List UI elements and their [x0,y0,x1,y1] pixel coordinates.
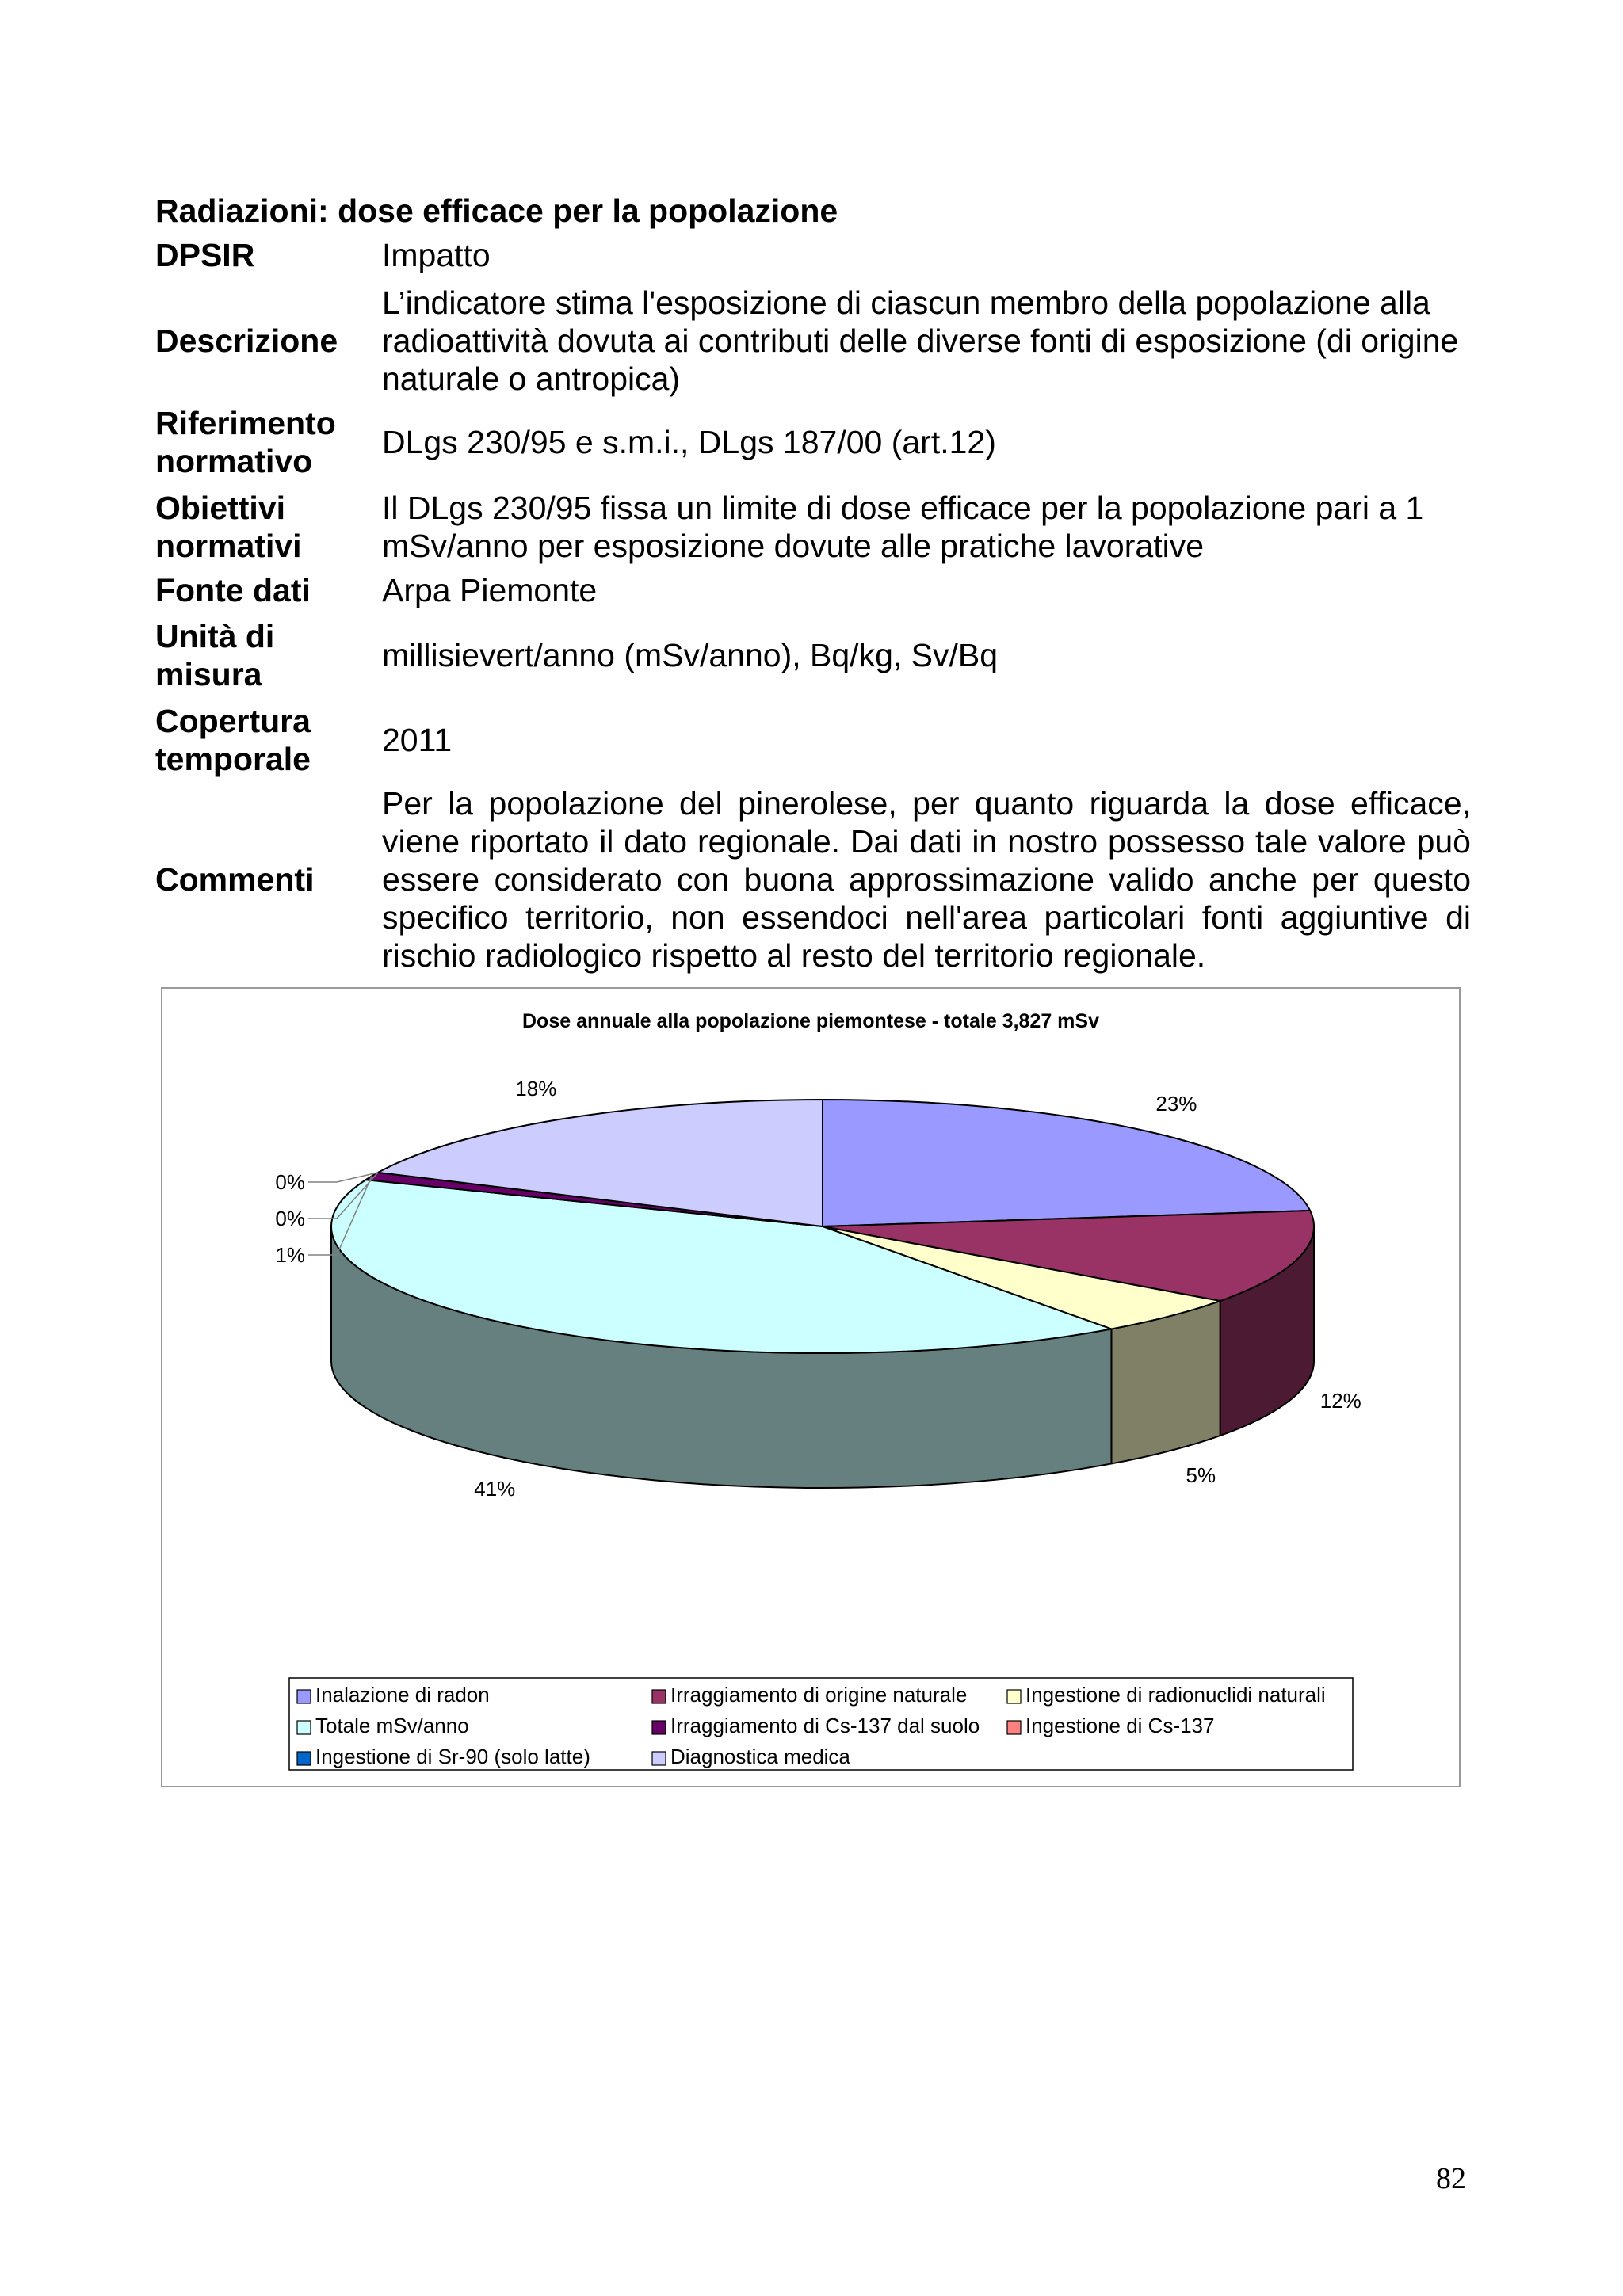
data-label: 41% [474,1476,516,1501]
legend-swatch [1007,1690,1021,1703]
legend-swatch [652,1721,666,1734]
row-label: Commenti [155,861,315,898]
legend-entry: Ingestione di radionuclidi naturali [1025,1683,1326,1707]
document-title: Radiazioni: dose efficace per la popolazione [155,193,838,229]
page-number: 82 [1436,2162,1466,2195]
row-value: Per la popolazione del pinerolese, per quanto riguarda la dose efficace, viene riportato il dato regionale. Dai dati in nostro possesso tale valore può essere considerato con buona approssimazione valido anche per questo specifico territorio, non essendoci nell'area particolari fonti aggiuntive di rischio radiologico rispetto al resto del territorio regionale. [382,785,1471,974]
data-label: 5% [1186,1463,1216,1487]
row-label: DPSIR [155,237,255,273]
row-commenti [155,784,1471,974]
legend-swatch [1007,1721,1021,1734]
row-obiettivi-normativi [155,489,1471,565]
row-copertura-temporale [155,702,1471,778]
row-label: Copertura temporale [155,703,311,777]
legend-swatch [652,1690,666,1703]
row-value: Impatto [382,237,491,273]
chart-frame [161,987,1461,1787]
row-dpsir [155,236,1471,274]
row-value: 2011 [382,722,453,758]
legend-entry: Inalazione di radon [315,1683,490,1707]
row-value: DLgs 230/95 e s.m.i., DLgs 187/00 (art.12) [382,424,996,460]
data-label: 0% [275,1170,305,1194]
row-unita-di-misura [155,617,1471,693]
data-label: 23% [1155,1092,1197,1116]
row-value: millisievert/anno (mSv/anno), Bq/kg, Sv/Bq [382,637,999,673]
legend-entry: Diagnostica medica [670,1745,850,1768]
legend-swatch [652,1752,666,1765]
row-label: Fonte dati [155,572,311,608]
legend-entry: Irraggiamento di origine naturale [670,1683,968,1707]
row-label: Obiettivi normativi [155,490,302,564]
row-value: Il DLgs 230/95 fissa un limite di dose efficace per la popolazione pari a 1 mSv/anno per esposizione dovute alle pratiche lavorative [382,490,1424,564]
row-riferimento-normativo [155,404,1471,480]
pie-slice [823,1100,1310,1226]
data-label: 1% [275,1243,305,1267]
row-descrizione [155,284,1471,398]
legend-entry: Ingestione di Sr-90 (solo latte) [315,1745,590,1768]
data-label: 18% [515,1076,557,1100]
legend-swatch [297,1721,311,1734]
legend-entry: Ingestione di Cs-137 [1025,1714,1215,1737]
pie-chart [162,989,1459,1786]
chart-title: Dose annuale alla popolazione piemontese - totale 3,827 mSv [522,1010,1099,1032]
legend-swatch [297,1690,311,1703]
data-label: 0% [275,1207,305,1230]
legend-entry: Totale mSv/anno [315,1714,469,1737]
row-value: Arpa Piemonte [382,572,598,608]
row-fonte-dati [155,571,1471,609]
legend-swatch [297,1752,311,1765]
data-label: 12% [1319,1388,1361,1413]
row-value: L’indicatore stima l'esposizione di ciascun membro della popolazione alla radioattività dovuta ai contributi delle diverse fonti di esposizione (di origine naturale o antropica) [382,284,1459,397]
row-label: Unità di misura [155,618,275,692]
row-label: Riferimento normativo [155,405,336,479]
legend-entry: Irraggiamento di Cs-137 dal suolo [670,1714,980,1737]
row-label: Descrizione [155,322,338,359]
